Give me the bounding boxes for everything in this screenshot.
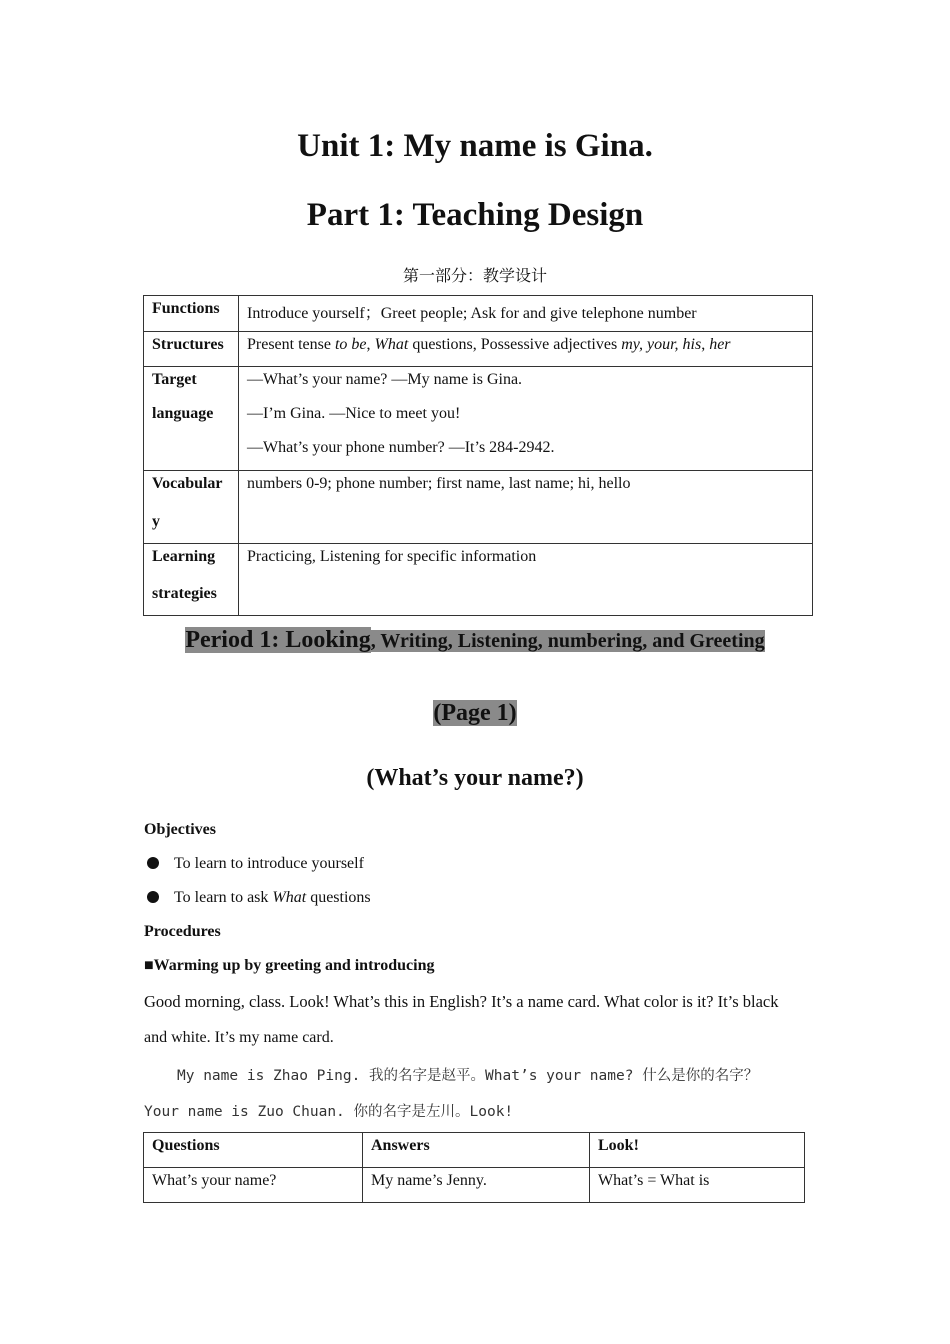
qa-header-look: Look! xyxy=(590,1133,805,1168)
qa-question-cell: What’s your name? xyxy=(144,1168,363,1203)
functions-header: Functions xyxy=(144,296,239,332)
target-language-label: Target language xyxy=(152,371,214,422)
target-language-value xyxy=(239,367,813,471)
objective-text: questions xyxy=(306,889,371,906)
part-subtitle-chinese: 第一部分：教学设计 xyxy=(402,268,547,285)
period-heading xyxy=(0,627,950,654)
warming-up-heading: ■Warming up by greeting and introducing xyxy=(144,957,435,974)
dialogue-line-2: Your name is Zuo Chuan. 你的名字是左川。Look! xyxy=(144,1104,514,1120)
part-title: Part 1: Teaching Design xyxy=(306,197,644,233)
unit-title: Unit 1: My name is Gina. xyxy=(297,128,653,164)
page-reference-text: (Page 1) xyxy=(433,700,517,726)
objective-item xyxy=(144,855,364,873)
learning-strategies-label: Learning strategies xyxy=(152,548,217,602)
objective-item xyxy=(144,889,371,907)
bullet-icon xyxy=(147,857,159,869)
qa-answer-cell: My name’s Jenny. xyxy=(363,1168,590,1203)
period-heading-part1: Period 1: Looking xyxy=(185,627,371,653)
structures-text: questions, Possessive adjectives xyxy=(408,336,622,353)
learning-strategies-header xyxy=(144,544,239,616)
target-line-2: —I’m Gina. —Nice to meet you! xyxy=(247,405,461,422)
table-row xyxy=(144,1168,805,1203)
vocabulary-header xyxy=(144,471,239,544)
period-heading-part2: , Writing, Listening, numbering, and Greeting xyxy=(370,630,765,652)
target-line-3: —What’s your phone number? —It’s 284-2942. xyxy=(247,439,555,456)
objective-text: To learn to ask xyxy=(174,889,273,906)
learning-strategies-value: Practicing, Listening for specific information xyxy=(239,544,813,616)
objective-italic-what: What xyxy=(272,889,307,906)
warming-text-line-1: Good morning, class. Look! What’s this in English? It’s a name card. What color is it? It’s black xyxy=(144,992,779,1011)
lesson-title: (What’s your name?) xyxy=(366,765,584,791)
structures-italic-what: What xyxy=(374,336,409,353)
structures-italic-her: her xyxy=(709,336,731,353)
structures-italic-to-be: to be xyxy=(334,336,367,353)
page-reference xyxy=(0,700,950,727)
functions-value: Introduce yourself；Greet people; Ask for and give telephone number xyxy=(239,296,813,332)
qa-look-cell: What’s = What is xyxy=(590,1168,805,1203)
bullet-icon xyxy=(147,891,159,903)
qa-header-answers: Answers xyxy=(363,1133,590,1168)
target-line-1: —What’s your name? —My name is Gina. xyxy=(247,371,523,388)
structures-italic-possessives: my, your, his xyxy=(621,336,702,353)
dialogue-line-1: My name is Zhao Ping. 我的名字是赵平。What’s your name? 什么是你的名字？ xyxy=(177,1068,759,1084)
structures-text: , xyxy=(701,336,710,353)
structures-text: Present tense xyxy=(247,336,335,353)
objective-text: To learn to introduce yourself xyxy=(174,855,364,872)
procedures-label: Procedures xyxy=(144,923,221,940)
question-answer-table xyxy=(143,1132,805,1203)
warming-text-line-2: and white. It’s my name card. xyxy=(144,1029,334,1046)
structures-header: Structures xyxy=(144,332,239,367)
qa-header-questions: Questions xyxy=(144,1133,363,1168)
vocabulary-label: Vocabulary xyxy=(152,475,223,530)
overview-table xyxy=(143,295,813,616)
structures-text: , xyxy=(366,336,375,353)
target-language-header xyxy=(144,367,239,471)
structures-value xyxy=(239,332,813,367)
objectives-label: Objectives xyxy=(144,821,216,838)
vocabulary-value: numbers 0-9; phone number; first name, last name; hi, hello xyxy=(239,471,813,544)
